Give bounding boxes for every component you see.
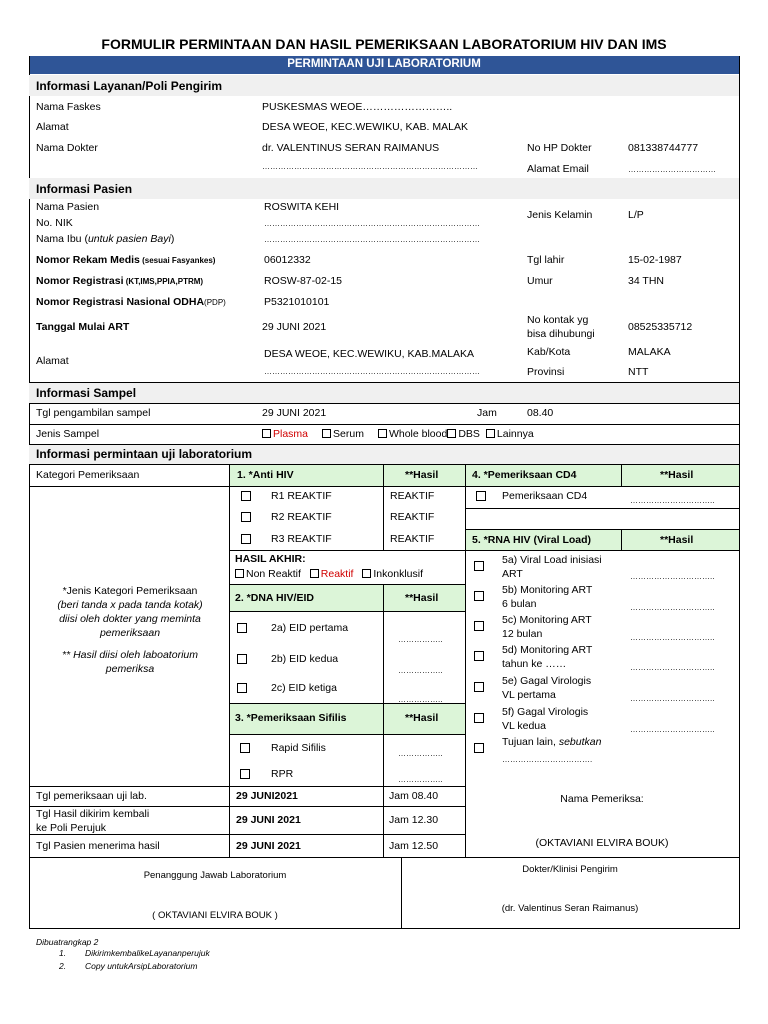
footer-item-1: DikirimkembalikeLayananperujuk [85, 948, 210, 958]
vl-5e-label: 5e) Gagal Virologis VL pertama [502, 675, 592, 701]
nama-faskes-label: Nama Faskes [36, 101, 101, 113]
eid3-result[interactable]: …………….. [398, 695, 443, 704]
hp-dokter-value[interactable]: 081338744777 [628, 142, 699, 154]
whole-blood-option[interactable]: Whole blood [388, 428, 448, 440]
vl-5f-checkbox[interactable] [474, 713, 484, 723]
vl-5a-result[interactable]: ………………………….. [630, 572, 715, 581]
umur-label: Umur [527, 275, 553, 287]
grid-line [465, 529, 739, 530]
checkbox[interactable] [447, 429, 456, 438]
note-block [35, 584, 225, 676]
kab-label: Kab/Kota [527, 346, 571, 358]
tgl-lahir-value[interactable]: 15-02-1987 [628, 254, 682, 266]
section-heading-permintaan: Informasi permintaan uji laboratorium [36, 447, 253, 461]
tgl-uji-value[interactable]: 29 JUNI2021 [236, 790, 298, 802]
reaktif-option[interactable]: Reaktif [320, 568, 354, 580]
grid-line [383, 584, 384, 786]
grid-line [383, 464, 384, 551]
vl-5b-label: 5b) Monitoring ART 6 bulan [502, 584, 593, 610]
checkbox[interactable] [235, 569, 244, 578]
grid-line [383, 786, 384, 857]
sifilis-hasil-heading: **Hasil [405, 712, 439, 724]
tgl-uji-label: Tgl pemeriksaan uji lab. [36, 790, 147, 802]
nama-dokter-value[interactable]: dr. VALENTINUS SERAN RAIMANUS [262, 142, 440, 154]
nama-pemeriksa-value[interactable]: (OKTAVIANI ELVIRA BOUK) [535, 837, 669, 849]
rapid-label: Rapid Sifilis [271, 742, 326, 754]
kontak-label-2: bisa dihubungi [527, 328, 595, 340]
eid1-result[interactable]: …………….. [398, 635, 443, 644]
dbs-option[interactable]: DBS [458, 428, 480, 440]
r2-label: R2 REAKTIF [271, 511, 332, 523]
grid-line [621, 464, 622, 486]
banner [29, 56, 739, 74]
checkbox[interactable] [362, 569, 371, 578]
alamat-faskes-value[interactable]: DESA WEOE, KEC.WEWIKU, KAB. MALAK [262, 121, 468, 133]
non-reaktif-option[interactable]: Non Reaktif [246, 568, 301, 580]
cd4-heading: 4. *Pemeriksaan CD4 [472, 469, 577, 481]
note-line: pemeriksa [105, 663, 155, 675]
banner-text: PERMINTAAN UJI LABORATORIUM [287, 58, 481, 70]
footer-item-2: Copy untukArsipLaboratorium [85, 961, 198, 971]
jam-kirim-value[interactable]: Jam 12.30 [389, 814, 439, 826]
eid1-label: 2a) EID pertama [271, 622, 349, 634]
r3-label: R3 REAKTIF [271, 533, 332, 545]
eid3-checkbox[interactable] [237, 683, 247, 693]
grid-line [29, 486, 740, 487]
grid-line [229, 611, 465, 612]
section-heading-pasien: Informasi Pasien [36, 182, 133, 196]
dna-heading: 2. *DNA HIV/EID [235, 592, 314, 604]
rpr-checkbox[interactable] [240, 769, 250, 779]
grid-line [621, 529, 622, 551]
eid2-label: 2b) EID kedua [271, 653, 339, 665]
vl-5b-checkbox[interactable] [474, 591, 484, 601]
line-sampel-top [29, 382, 740, 383]
footer-note: Dibuatrangkap 2 [36, 937, 99, 947]
vl-5d-result[interactable]: ………………………….. [630, 663, 715, 672]
sifilis-heading: 3. *Pemeriksaan Sifilis [235, 712, 347, 724]
nik-value[interactable]: ……………………………………………………………………… [264, 219, 480, 228]
checkbox[interactable] [378, 429, 387, 438]
kontak-label-1: No kontak yg [527, 314, 589, 326]
alamat-pasien-label: Alamat [36, 355, 69, 367]
jam-sampel-label: Jam [477, 407, 497, 419]
dna-hasil-heading: **Hasil [405, 592, 439, 604]
checkbox[interactable] [262, 429, 271, 438]
vl-5c-checkbox[interactable] [474, 621, 484, 631]
eid2-checkbox[interactable] [237, 654, 247, 664]
frame-bottom [29, 928, 740, 929]
jam-uji-value[interactable]: Jam 08.40 [389, 790, 439, 802]
hasil-akhir-options[interactable] [235, 568, 423, 581]
note-line: (beri tanda x pada tanda kotak) [57, 599, 203, 611]
eid1-checkbox[interactable] [237, 623, 247, 633]
kontak-value[interactable]: 08525335712 [628, 321, 693, 333]
section-bar-pasien [29, 178, 739, 199]
r3-value[interactable]: REAKTIF [390, 533, 435, 545]
line-sampel-2 [29, 424, 740, 425]
checkbox[interactable] [486, 429, 495, 438]
registrasi-value[interactable]: ROSW-87-02-15 [264, 275, 343, 287]
rapid-checkbox[interactable] [240, 743, 250, 753]
dokter-dots: ……………………………………………………………………… [262, 162, 478, 171]
grid-line [229, 584, 465, 585]
rpr-result[interactable]: …………….. [398, 775, 443, 784]
checkbox[interactable] [310, 569, 319, 578]
grid-line [229, 786, 230, 857]
note-line: diisi oleh dokter yang meminta [59, 613, 201, 625]
checkbox[interactable] [322, 429, 331, 438]
odha-value[interactable]: P5321010101 [264, 296, 330, 308]
r1-checkbox[interactable] [241, 491, 251, 501]
section-heading-layanan: Informasi Layanan/Poli Pengirim [36, 79, 223, 93]
tujuan-checkbox[interactable] [474, 743, 484, 753]
jenis-sampel-label: Jenis Sampel [36, 428, 100, 440]
vl-5d-checkbox[interactable] [474, 651, 484, 661]
pj-lab-name[interactable]: ( OKTAVIANI ELVIRA BOUK ) [152, 910, 278, 921]
alamat-pasien-dots: ……………………………………………………………………… [264, 367, 480, 376]
grid-line [229, 734, 465, 735]
nama-pasien-value[interactable]: ROSWITA KEHI [264, 201, 340, 213]
nama-pemeriksa-label: Nama Pemeriksa: [560, 793, 644, 805]
grid-line [465, 508, 739, 509]
vl-5a-label: 5a) Viral Load inisiasi ART [502, 554, 602, 580]
provinsi-label: Provinsi [527, 366, 565, 378]
grid-line [229, 464, 230, 786]
rekam-medis-value[interactable]: 06012332 [264, 254, 311, 266]
hasil-akhir-label: HASIL AKHIR: [235, 553, 306, 565]
vl-5c-label: 5c) Monitoring ART 12 bulan [502, 614, 592, 640]
line-permintaan-top [29, 444, 740, 445]
umur-value[interactable]: 34 THN [628, 275, 664, 287]
rapid-result[interactable]: …………….. [398, 749, 443, 758]
grid-line [29, 857, 740, 858]
pj-lab-label: Penanggung Jawab Laboratorium [143, 870, 287, 881]
mulai-art-label: Tanggal Mulai ART [36, 321, 130, 333]
jam-sampel-value[interactable]: 08.40 [527, 407, 554, 419]
frame-right [739, 56, 740, 929]
kab-value[interactable]: MALAKA [628, 346, 671, 358]
vl-5b-result[interactable]: ………………………….. [630, 603, 715, 612]
dokter-pengirim-name[interactable]: (dr. Valentinus Seran Raimanus) [501, 903, 639, 914]
cd4-checkbox[interactable] [476, 491, 486, 501]
note-line: pemeriksaan [99, 627, 161, 639]
vl-5a-checkbox[interactable] [474, 561, 484, 571]
jenis-kelamin-value[interactable]: L/P [628, 209, 644, 221]
vl-5e-checkbox[interactable] [474, 682, 484, 692]
cd4-hasil-heading: **Hasil [660, 469, 694, 481]
kategori-label: Kategori Pemeriksaan [36, 469, 140, 481]
tgl-sampel-label: Tgl pengambilan sampel [36, 407, 151, 419]
note-line: ** Hasil diisi oleh laboatorium [62, 649, 198, 661]
anti-hiv-hasil-heading: **Hasil [405, 469, 439, 481]
jam-terima-value[interactable]: Jam 12.50 [389, 840, 439, 852]
vl-5e-result[interactable]: ………………………….. [630, 694, 715, 703]
tgl-terima-label: Tgl Pasien menerima hasil [36, 840, 160, 852]
vl-5c-result[interactable]: ………………………….. [630, 633, 715, 642]
jenis-sampel-options[interactable] [262, 428, 534, 441]
tujuan-value[interactable]: ……………………………. [502, 755, 593, 764]
tgl-terima-value[interactable]: 29 JUNI 2021 [236, 840, 301, 852]
grid-line [229, 550, 740, 551]
grid-line [29, 786, 465, 787]
provinsi-value[interactable]: NTT [628, 366, 649, 378]
rekam-medis-label: Nomor Rekam Medis (sesuai Fasyankes) [36, 254, 216, 266]
registrasi-label: Nomor Registrasi (KT,IMS,PPIA,PTRM) [36, 275, 204, 287]
r3-checkbox[interactable] [241, 534, 251, 544]
hp-dokter-label: No HP Dokter [527, 142, 592, 154]
r1-value[interactable]: REAKTIF [390, 490, 435, 502]
vl-5f-label: 5f) Gagal Virologis VL kedua [502, 706, 589, 732]
plasma-option[interactable]: Plasma [273, 428, 309, 440]
eid3-label: 2c) EID ketiga [271, 682, 337, 694]
alamat-pasien-value[interactable]: DESA WEOE, KEC.WEWIKU, KAB.MALAKA [264, 348, 475, 360]
rpr-label: RPR [271, 768, 294, 780]
dokter-pengirim-label: Dokter/Klinisi Pengirim [522, 864, 618, 875]
section-heading-sampel: Informasi Sampel [36, 386, 137, 400]
rna-hasil-heading: **Hasil [660, 534, 694, 546]
cd4-item-label: Pemeriksaan CD4 [502, 490, 588, 502]
tgl-lahir-label: Tgl lahir [527, 254, 565, 266]
inkonklusif-option[interactable]: Inkonklusif [373, 568, 423, 580]
rna-heading: 5. *RNA HIV (Viral Load) [472, 534, 592, 546]
form-title: FORMULIR PERMINTAAN DAN HASIL PEMERIKSAAN LABORATORIUM HIV DAN IMS [101, 36, 667, 52]
cd4-result[interactable]: ………………………….. [630, 496, 715, 505]
nama-faskes-value[interactable]: PUSKESMAS WEOE…………………….. [262, 101, 453, 113]
serum-option[interactable]: Serum [333, 428, 364, 440]
r2-checkbox[interactable] [241, 512, 251, 522]
vl-5f-result[interactable]: ………………………….. [630, 725, 715, 734]
tujuan-label: Tujuan lain, sebutkan [502, 736, 602, 748]
line-sampel-mid [29, 403, 740, 404]
r1-label: R1 REAKTIF [271, 490, 332, 502]
nama-pasien-label: Nama Pasien [36, 201, 100, 213]
footer-num-1: 1. [59, 948, 67, 958]
tgl-sampel-value[interactable]: 29 JUNI 2021 [262, 407, 327, 419]
odha-label: Nomor Registrasi Nasional ODHA(PDP) [36, 296, 226, 308]
email-label: Alamat Email [527, 163, 589, 175]
r2-value[interactable]: REAKTIF [390, 511, 435, 523]
nama-ibu-value[interactable]: ……………………………………………………………………… [264, 235, 480, 244]
eid2-result[interactable]: …………….. [398, 666, 443, 675]
alamat-faskes-label: Alamat [36, 121, 69, 133]
nama-ibu-label: Nama Ibu (untuk pasien Bayi) [36, 233, 175, 245]
nik-label: No. NIK [36, 217, 73, 229]
grid-line [29, 464, 740, 465]
email-value[interactable]: …………………………… [628, 165, 716, 174]
note-line: *Jenis Kategori Pemeriksaan [62, 585, 198, 597]
footer-num-2: 2. [59, 961, 67, 971]
mulai-art-value[interactable]: 29 JUNI 2021 [262, 321, 327, 333]
anti-hiv-heading: 1. *Anti HIV [237, 469, 294, 481]
nama-dokter-label: Nama Dokter [36, 142, 98, 154]
vl-5d-label: 5d) Monitoring ART tahun ke …… [502, 644, 593, 670]
jenis-kelamin-label: Jenis Kelamin [527, 209, 593, 221]
lainnya-option[interactable]: Lainnya [496, 428, 534, 440]
tgl-kirim-label: Tgl Hasil dikirim kembali ke Poli Perujuk [36, 808, 150, 834]
tgl-kirim-value[interactable]: 29 JUNI 2021 [236, 814, 301, 826]
